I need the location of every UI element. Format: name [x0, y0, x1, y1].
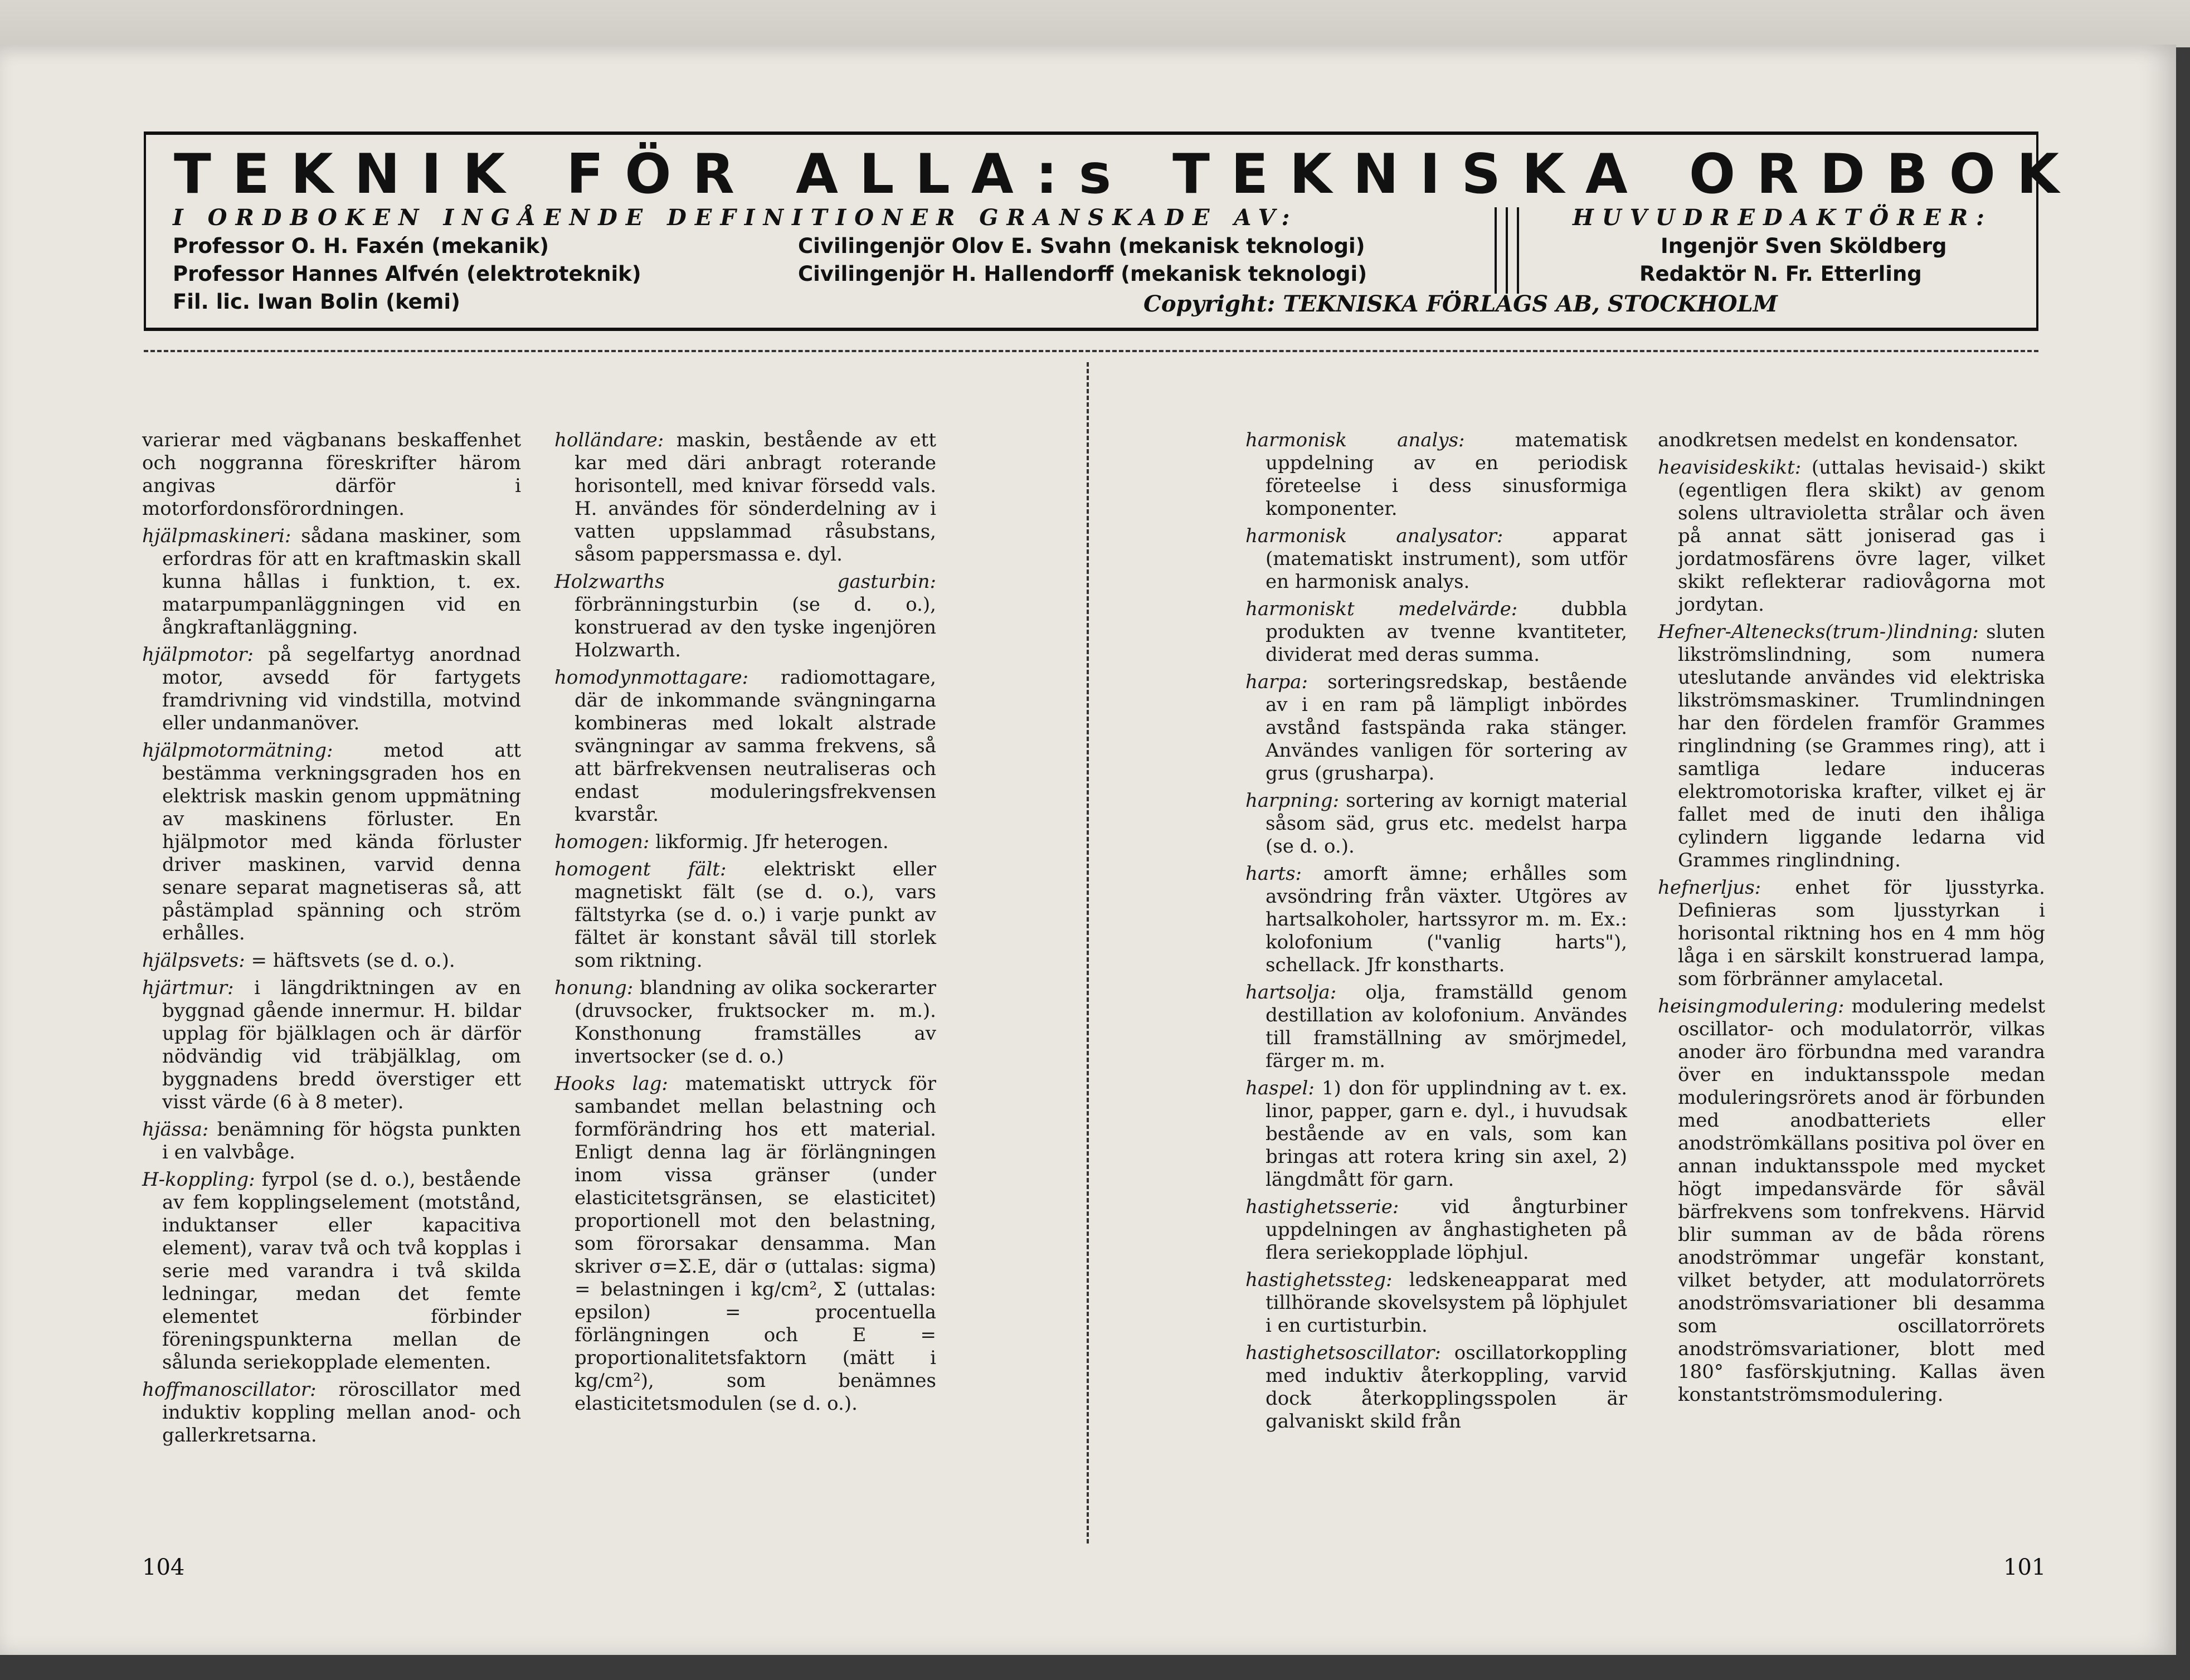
entry-definition: modulering medelst oscillator- och modulatorrör, vilkas anoder äro förbundna med varandra över en induktansspole medan moduleringsrörets anod är förbunden med anodbatteriets eller anodströmkällans positiva pol över en annan induktansspole med mycket högt impedansvärde för såväl bärfrekvens som tonfrekvens. Härvid blir summan av de båda rörens anodströmmar ungefär konstant, vilket betyder, att modulatorrörets anodströmsvariationer bli desamma som oscillatorrörets anodströmsvariationer, blott med 180° fasförskjutning. Kallas även konstantströmsmodulering. [1678, 995, 2045, 1406]
entry-definition: vid ångturbiner uppdelningen av ånghastigheten på flera seriekopplade löphjul. [1266, 1196, 1627, 1264]
dictionary-entry [142, 949, 521, 972]
entry-term: heavisideskikt: [1658, 456, 1802, 479]
entry-definition: i längdriktningen av en byggnad gående innermur. H. bildar upplag för bjälklagen och är därför nödvändig vid träbjälklag, om byggnadens bredd överstiger ett visst värde (6 à 8 meter). [162, 977, 521, 1113]
dictionary-entry [1245, 863, 1627, 977]
entry-definition: sådana maskiner, som erfordras för att en kraftmaskin skall kunna hållas i funktion, t. ex. matarpumpanläggningen vid en ångkraftanläggning. [162, 525, 521, 639]
book-top-edge [0, 0, 2190, 47]
dictionary-entry [1245, 981, 1627, 1073]
entry-term: homogent fält: [554, 858, 727, 880]
entry-term: honung: [554, 977, 634, 999]
entry-term: hastighetsoscillator: [1245, 1342, 1441, 1364]
gutter-rule [1087, 362, 1089, 1543]
dictionary-entry [554, 571, 936, 662]
entry-term: H-koppling: [142, 1168, 255, 1191]
entry-definition: likformig. Jfr heterogen. [649, 831, 889, 853]
reviewer-1: Professor O. H. Faxén (mekanik) [173, 234, 549, 258]
entry-definition: = häftsvets (se d. o.). [245, 949, 455, 972]
entry-term: heisingmodulering: [1658, 995, 1845, 1017]
column-4 [1658, 429, 2045, 1411]
continued-text: varierar med vägbanans beskaffenhet och noggranna föreskrifter härom angivas därför i motorfordonsförordningen. [142, 429, 521, 520]
entry-term: hefnerljus: [1658, 876, 1761, 899]
divider-bar [1517, 207, 1519, 294]
masthead [144, 132, 2080, 331]
entry-term: hastighetsserie: [1245, 1196, 1399, 1218]
entry-definition: metod att bestämma verkningsgraden hos en elektrisk maskin genom uppmätning av maskinens förluster. En hjälpmotor med kända förluster driver maskinen, varvid denna senare separat magnetiseras så, att påstämplad spänning och ström erhålles. [162, 739, 521, 944]
entry-definition: maskin, bestående av ett kar med däri anbragt roterande horisontell, med knivar försedd vals. H. användes för sönderdelning av i vatten uppslammad råsubstans, såsom pappersmassa e. dyl. [575, 429, 936, 566]
entry-definition: fyrpol (se d. o.), bestående av fem kopplingselement (motstånd, induktanser eller kapacitiva element), varav två och två kopplas i serie med varandra i två skilda ledningar, medan det femte elementet förbinder föreningspunkterna mellan de sålunda seriekopplade elementen. [162, 1168, 521, 1374]
dictionary-entry [1658, 621, 2045, 872]
entry-term: haspel: [1245, 1077, 1315, 1099]
dictionary-entry [142, 977, 521, 1114]
entry-definition: olja, framställd genom destillation av kolofonium. Användes till framställning av smörjmedel, färger m. m. [1266, 981, 1627, 1072]
dictionary-entry [1658, 456, 2045, 616]
reviewer-3: Fil. lic. Iwan Bolin (kemi) [173, 290, 460, 314]
dictionary-entry [554, 858, 936, 972]
dictionary-entry [1245, 598, 1627, 666]
dictionary-entry [142, 1379, 521, 1447]
dictionary-entry [1658, 876, 2045, 991]
entry-definition: enhet för ljusstyrka. Definieras som ljusstyrkan i horisontal riktning hos en 4 mm hög låga i en särskilt konstruerad lampa, som förbränner amylacetal. [1678, 876, 2045, 990]
entry-term: harts: [1245, 863, 1302, 885]
entry-term: hartsolja: [1245, 981, 1337, 1004]
entry-definition: (uttalas hevisaid-) skikt (egentligen flera skikt) av genom solens ultravioletta strålar och även på annat sätt joniserad gas i jordatmosfärens övre lager, vilket skikt reflekterar radiovågorna mot jordytan. [1678, 456, 2045, 616]
dictionary-entry [1245, 429, 1627, 520]
definitions-label: I ORDBOKEN INGÅENDE DEFINITIONER GRANSKADE AV: [173, 204, 1298, 231]
reviewer-2: Professor Hannes Alfvén (elektroteknik) [173, 262, 641, 286]
entry-term: homodynmottagare: [554, 666, 749, 689]
dictionary-entry [1245, 1077, 1627, 1191]
reviewer-4: Civilingenjör Olov E. Svahn (mekanisk teknologi) [798, 234, 1365, 258]
editor-1: Ingenjör Sven Sköldberg [1661, 234, 1947, 258]
dictionary-entry [1245, 1269, 1627, 1337]
dictionary-entry [1658, 995, 2045, 1406]
dictionary-entry [554, 666, 936, 826]
copyright-line: Copyright: TEKNISKA FÖRLAGS AB, STOCKHOLM [1143, 291, 1778, 317]
entry-term: hjälpsvets: [142, 949, 245, 972]
entry-definition: dubbla produkten av tvenne kvantiteter, dividerat med deras summa. [1266, 598, 1627, 666]
dictionary-entry [142, 739, 521, 945]
entry-definition: matematisk uppdelning av en periodisk företeelse i dess sinusformiga komponenter. [1266, 429, 1628, 520]
entry-term: harpa: [1245, 671, 1308, 693]
entry-definition: röroscillator med induktiv koppling mellan anod- och gallerkretsarna. [162, 1379, 521, 1447]
column-3 [1245, 429, 1627, 1438]
dictionary-entry [1245, 1196, 1627, 1264]
entry-definition: sorteringsredskap, bestående av i en ram på lämpligt inbördes avstånd fastspända raka stänger. Användes vanligen för sortering av grus (grusharpa). [1266, 671, 1627, 785]
entry-definition: matematiskt uttryck för sambandet mellan belastning och formförändring hos ett material. Enligt denna lag är förlängningen inom vissa gränser (under elasticitetsgränsen, se elasticitet) proportionell mot den belastning, som förorsakar densamma. Man skriver σ=Σ.E, där σ (uttalas: sigma) = belastningen i kg/cm², Σ (uttalas: epsilon) = procentuella förlängningen och E = proportionalitetsfaktorn (mätt i kg/cm²), som benämnes elasticitetsmodulen (se d. o.). [575, 1073, 936, 1415]
page-number-left: 104 [142, 1555, 185, 1580]
dictionary-entry [1245, 525, 1627, 593]
entry-definition: sortering av kornigt material såsom säd, grus etc. medelst harpa (se d. o.). [1266, 790, 1627, 858]
divider-bar [1506, 207, 1508, 294]
page-number-right: 101 [2003, 1555, 2046, 1580]
entry-term: harpning: [1245, 790, 1340, 812]
entry-term: homogen: [554, 831, 650, 853]
dictionary-entry [554, 429, 936, 566]
entry-term: hjärtmur: [142, 977, 234, 999]
dictionary-entry [554, 977, 936, 1068]
entry-definition: apparat (matematiskt instrument), som utför en harmonisk analys. [1266, 525, 1627, 593]
dictionary-entry [1245, 1342, 1627, 1433]
entry-term: hjälpmaskineri: [142, 525, 291, 547]
dictionary-entry [142, 1168, 521, 1374]
entry-term: harmoniskt medelvärde: [1245, 598, 1518, 620]
entry-term: Holzwarths gasturbin: [554, 571, 936, 593]
dictionary-entry [142, 644, 521, 735]
entry-term: Hefner-Altenecks(trum-)lindning: [1658, 621, 1979, 643]
editors-label: HUVUDREDAKTÖRER: [1573, 204, 1993, 231]
entry-definition: benämning för högsta punkten i en valvbåge. [162, 1118, 521, 1163]
reviewer-5: Civilingenjör H. Hallendorff (mekanisk teknologi) [798, 262, 1367, 286]
entry-term: harmonisk analys: [1245, 429, 1465, 451]
dictionary-entry [554, 831, 936, 854]
column-2 [554, 429, 936, 1420]
dictionary-entry [1245, 790, 1627, 858]
entry-term: holländare: [554, 429, 664, 451]
entry-definition: amorft ämne; erhålles som avsöndring från växter. Utgöres av hartsalkoholer, hartssyror m. m. Ex.: kolofonium ("vanlig harts"), schellack. Jfr konstharts. [1266, 863, 1627, 976]
column-1 [142, 429, 521, 1452]
entry-term: hjälpmotormätning: [142, 739, 333, 762]
dictionary-entry [554, 1073, 936, 1415]
entry-term: harmonisk analysator: [1245, 525, 1503, 547]
dictionary-entry [142, 1118, 521, 1164]
entry-definition: radiomottagare, där de inkommande svängningarna kombineras med lokalt alstrade svängningar av samma frekvens, så att bärfrekvensen neutraliseras och endast moduleringsfrekvensen kvarstår. [575, 666, 936, 826]
entry-term: hjälpmotor: [142, 644, 254, 666]
entry-definition: blandning av olika sockerarter (druvsocker, fruktsocker m. m.). Konsthonung framställes av invertsocker (se d. o.) [575, 977, 936, 1068]
entry-definition: sluten likströmslindning, som numera uteslutande användes vid elektriska likströmsmaskiner. Trumlindningen har den fördelen framför Grammes ringlindning (se Grammes ring), att i samtliga ledare induceras elektromotoriska krafter, vilket ej är fallet med de inuti den ihåliga cylindern liggande ledarna vid Grammes ringlindning. [1678, 621, 2045, 871]
entry-term: hastighetssteg: [1245, 1269, 1393, 1291]
entry-term: Hooks lag: [554, 1073, 668, 1095]
divider-bar [1495, 207, 1497, 294]
entry-definition: 1) don för upplindning av t. ex. linor, papper, garn e. dyl., i huvudsak bestående av en vals, som kan bringas att rotera kring sin axel, 2) längdmått för garn. [1266, 1077, 1627, 1191]
entry-definition: elektriskt eller magnetiskt fält (se d. o.), vars fältstyrka (se d. o.) i varje punkt av fältet är konstant såväl till storlek som riktning. [575, 858, 936, 972]
dictionary-entry [142, 525, 521, 639]
entry-definition: oscillatorkoppling med induktiv återkoppling, varvid dock återkopplingsspolen är galvaniskt skild från [1266, 1342, 1627, 1433]
entry-term: hjässa: [142, 1118, 209, 1141]
entry-definition: på segelfartyg anordnad motor, avsedd för fartygets framdrivning vid vindstilla, motvind eller undanmanöver. [162, 644, 521, 734]
entry-definition: förbränningsturbin (se d. o.), konstruerad av den tyske ingenjören Holzwarth. [575, 593, 936, 661]
continued-text: anodkretsen medelst en kondensator. [1658, 429, 2019, 451]
entry-term: hoffmanoscillator: [142, 1379, 317, 1401]
masthead-title: TEKNIK FÖR ALLA:s TEKNISKA ORDBOK [174, 143, 2080, 206]
header-separator [144, 350, 2038, 352]
dictionary-entry [1245, 671, 1627, 785]
entry-definition: ledskeneapparat med tillhörande skovelsystem på löphjulet i en curtisturbin. [1266, 1269, 1627, 1337]
editor-2: Redaktör N. Fr. Etterling [1639, 262, 1922, 286]
